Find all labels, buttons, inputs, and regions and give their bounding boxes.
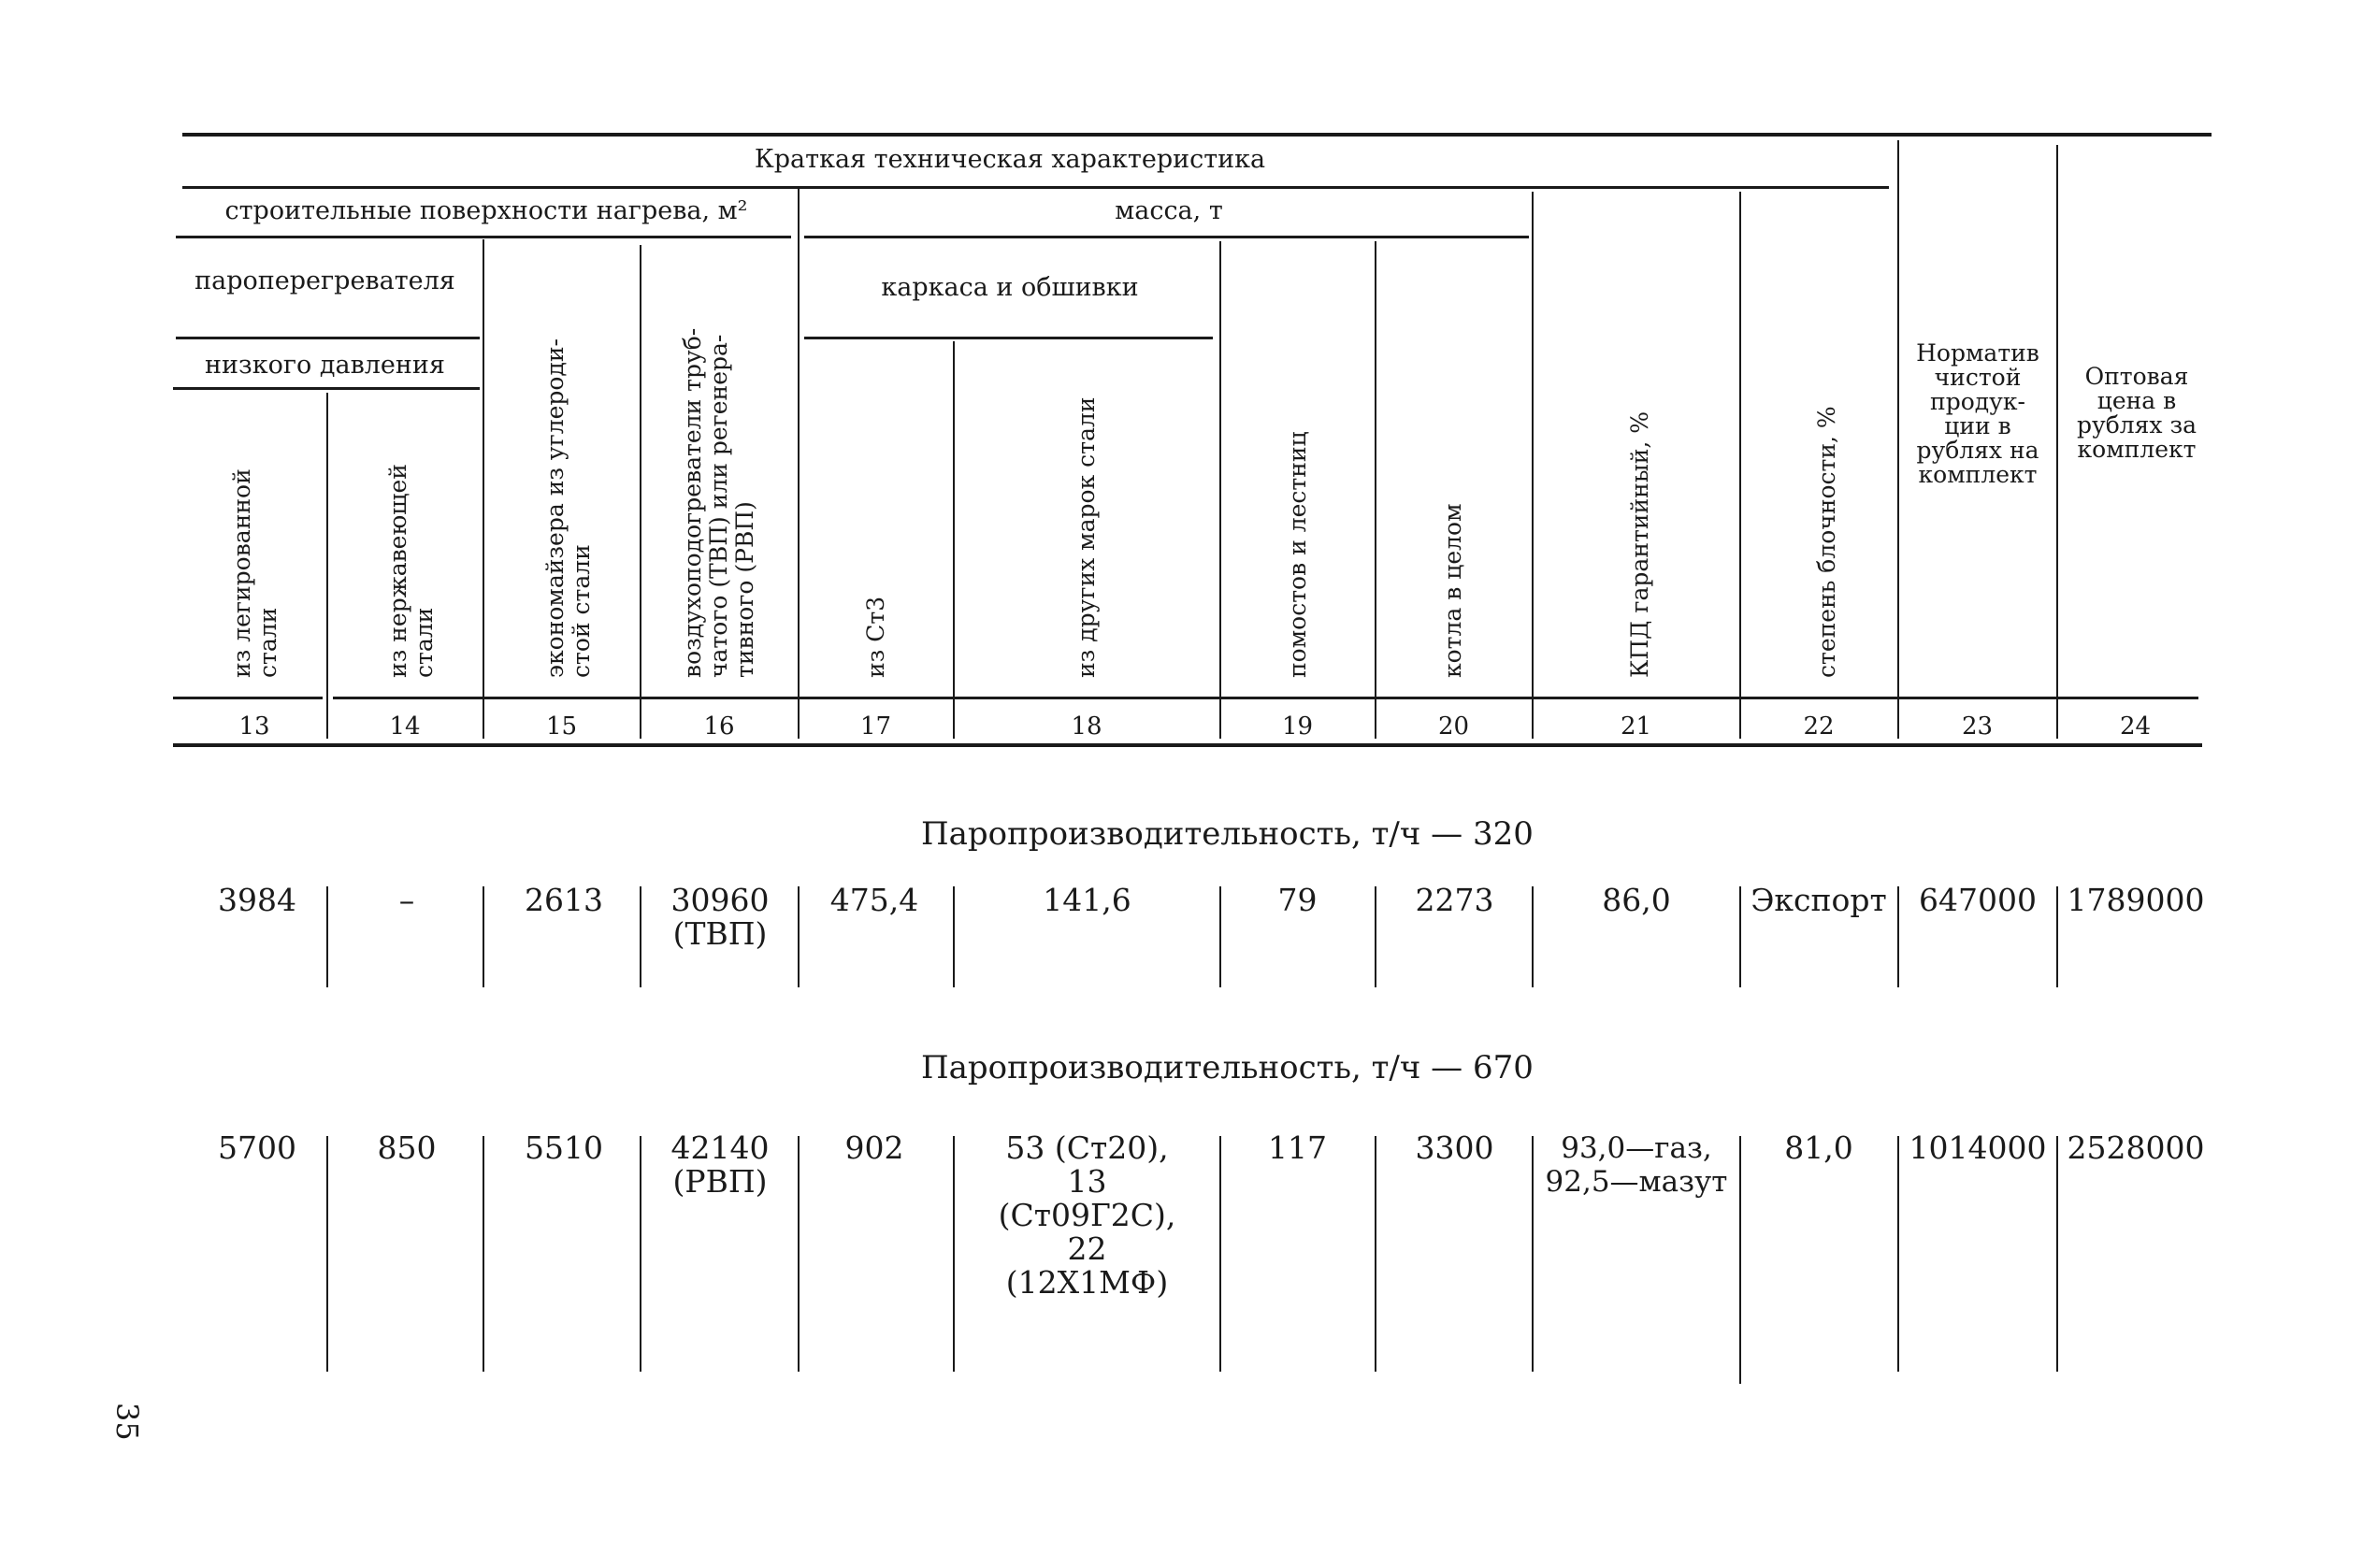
cell-24: 2528000	[2067, 1129, 2205, 1166]
section-title-670: Паропроизводительность, т/ч — 670	[921, 1049, 1534, 1086]
col22-header: степень блочности, %	[1813, 406, 1840, 678]
vline-14-15	[483, 239, 484, 739]
cell-23: 1014000	[1909, 1129, 2047, 1166]
header-superheater: пароперегревателя	[195, 266, 455, 295]
rule-above-numbers-a	[173, 697, 323, 699]
col19-header: помостов и лестниц	[1284, 431, 1311, 678]
colnum-14: 14	[389, 712, 421, 741]
rule-under-lowpressure	[173, 387, 480, 390]
colnum-18: 18	[1071, 712, 1102, 741]
header-heating-surfaces: строительные поверхности нагрева, м²	[224, 196, 748, 225]
cell-24: 1789000	[2067, 882, 2205, 918]
colnum-17: 17	[859, 712, 892, 741]
cell-15: 2613	[525, 882, 603, 918]
rule-under-surfaces	[176, 236, 791, 238]
cell-13: 5700	[218, 1129, 296, 1166]
col18-header: из других марок стали	[1073, 396, 1100, 678]
vline-22-23	[1897, 140, 1899, 739]
vline-15-16	[640, 245, 641, 739]
header-main-title: Краткая техническая характеристика	[754, 145, 1266, 174]
vline-23-24	[2056, 145, 2058, 739]
colnum-20: 20	[1437, 712, 1470, 741]
col20-header: котла в целом	[1439, 503, 1466, 678]
colnum-19: 19	[1281, 712, 1314, 741]
cell-21: 86,0	[1602, 882, 1671, 918]
cell-16: 42140 (РВП)	[670, 1129, 770, 1200]
colnum-22: 22	[1803, 712, 1835, 741]
cell-19: 79	[1277, 882, 1318, 918]
colnum-23: 23	[1961, 712, 1994, 741]
header-low-pressure: низкого давления	[205, 351, 445, 380]
vline-16-17	[798, 189, 800, 739]
rule-under-frame	[804, 337, 1213, 339]
col23-header: Норматив чистой продук- ции в рублях на комплект	[1916, 339, 2039, 488]
cell-18: 141,6	[1043, 882, 1131, 918]
vline-18-19	[1219, 241, 1221, 739]
col17-header: из Ст3	[862, 596, 889, 678]
cell-18: 53 (Ст20), 13 (Ст09Г2С), 22 (12Х1МФ)	[998, 1129, 1176, 1301]
cell-17: 475,4	[829, 882, 919, 918]
section-title-320: Паропроизводительность, т/ч — 320	[921, 815, 1534, 853]
colnum-21: 21	[1620, 712, 1652, 741]
cell-15: 5510	[525, 1129, 603, 1166]
col16-header: воздухоподогреватели труб- чатого (ТВП) или регенера- тивного (РВП)	[679, 327, 758, 678]
cell-13: 3984	[218, 882, 296, 918]
col24-header: Оптовая цена в рублях за комплект	[2076, 363, 2197, 463]
cell-17: 902	[844, 1129, 904, 1166]
cell-14: 850	[377, 1129, 437, 1166]
page-number: 35	[109, 1403, 145, 1441]
vline-17-18	[953, 341, 955, 739]
col21-header: КПД гарантийный, %	[1626, 410, 1653, 678]
vline-13-14	[326, 393, 328, 739]
bottom-rule	[173, 743, 2202, 747]
rule-under-title	[182, 186, 1889, 189]
vline-19-20	[1375, 241, 1376, 739]
colnum-13: 13	[238, 712, 270, 741]
col15-header: экономайзера из углероди- стой стали	[541, 338, 595, 678]
colnum-24: 24	[2119, 712, 2152, 741]
cell-16: 30960 (ТВП)	[670, 882, 770, 952]
header-mass: масса, т	[1115, 196, 1223, 225]
cell-19: 117	[1268, 1129, 1327, 1166]
col14-header: из нержавеющей стали	[384, 464, 438, 678]
rule-above-numbers-b	[333, 697, 2198, 699]
cell-21: 93,0—газ, 92,5—мазут	[1545, 1131, 1728, 1199]
header-frame-casing: каркаса и обшивки	[881, 273, 1139, 302]
cell-20: 2273	[1415, 882, 1494, 918]
rule-under-mass	[804, 236, 1529, 238]
top-rule	[182, 133, 2212, 137]
cell-22: 81,0	[1784, 1129, 1853, 1166]
cell-20: 3300	[1415, 1129, 1494, 1166]
rule-under-superheater	[176, 337, 480, 339]
colnum-16: 16	[703, 712, 735, 741]
cell-23: 647000	[1919, 882, 2037, 918]
cell-22: Экспорт	[1751, 882, 1887, 918]
col13-header: из легированной стали	[228, 468, 281, 678]
colnum-15: 15	[545, 712, 578, 741]
vline-21-22	[1739, 192, 1741, 739]
vline-20-21	[1532, 192, 1534, 739]
cell-14: –	[398, 882, 415, 918]
